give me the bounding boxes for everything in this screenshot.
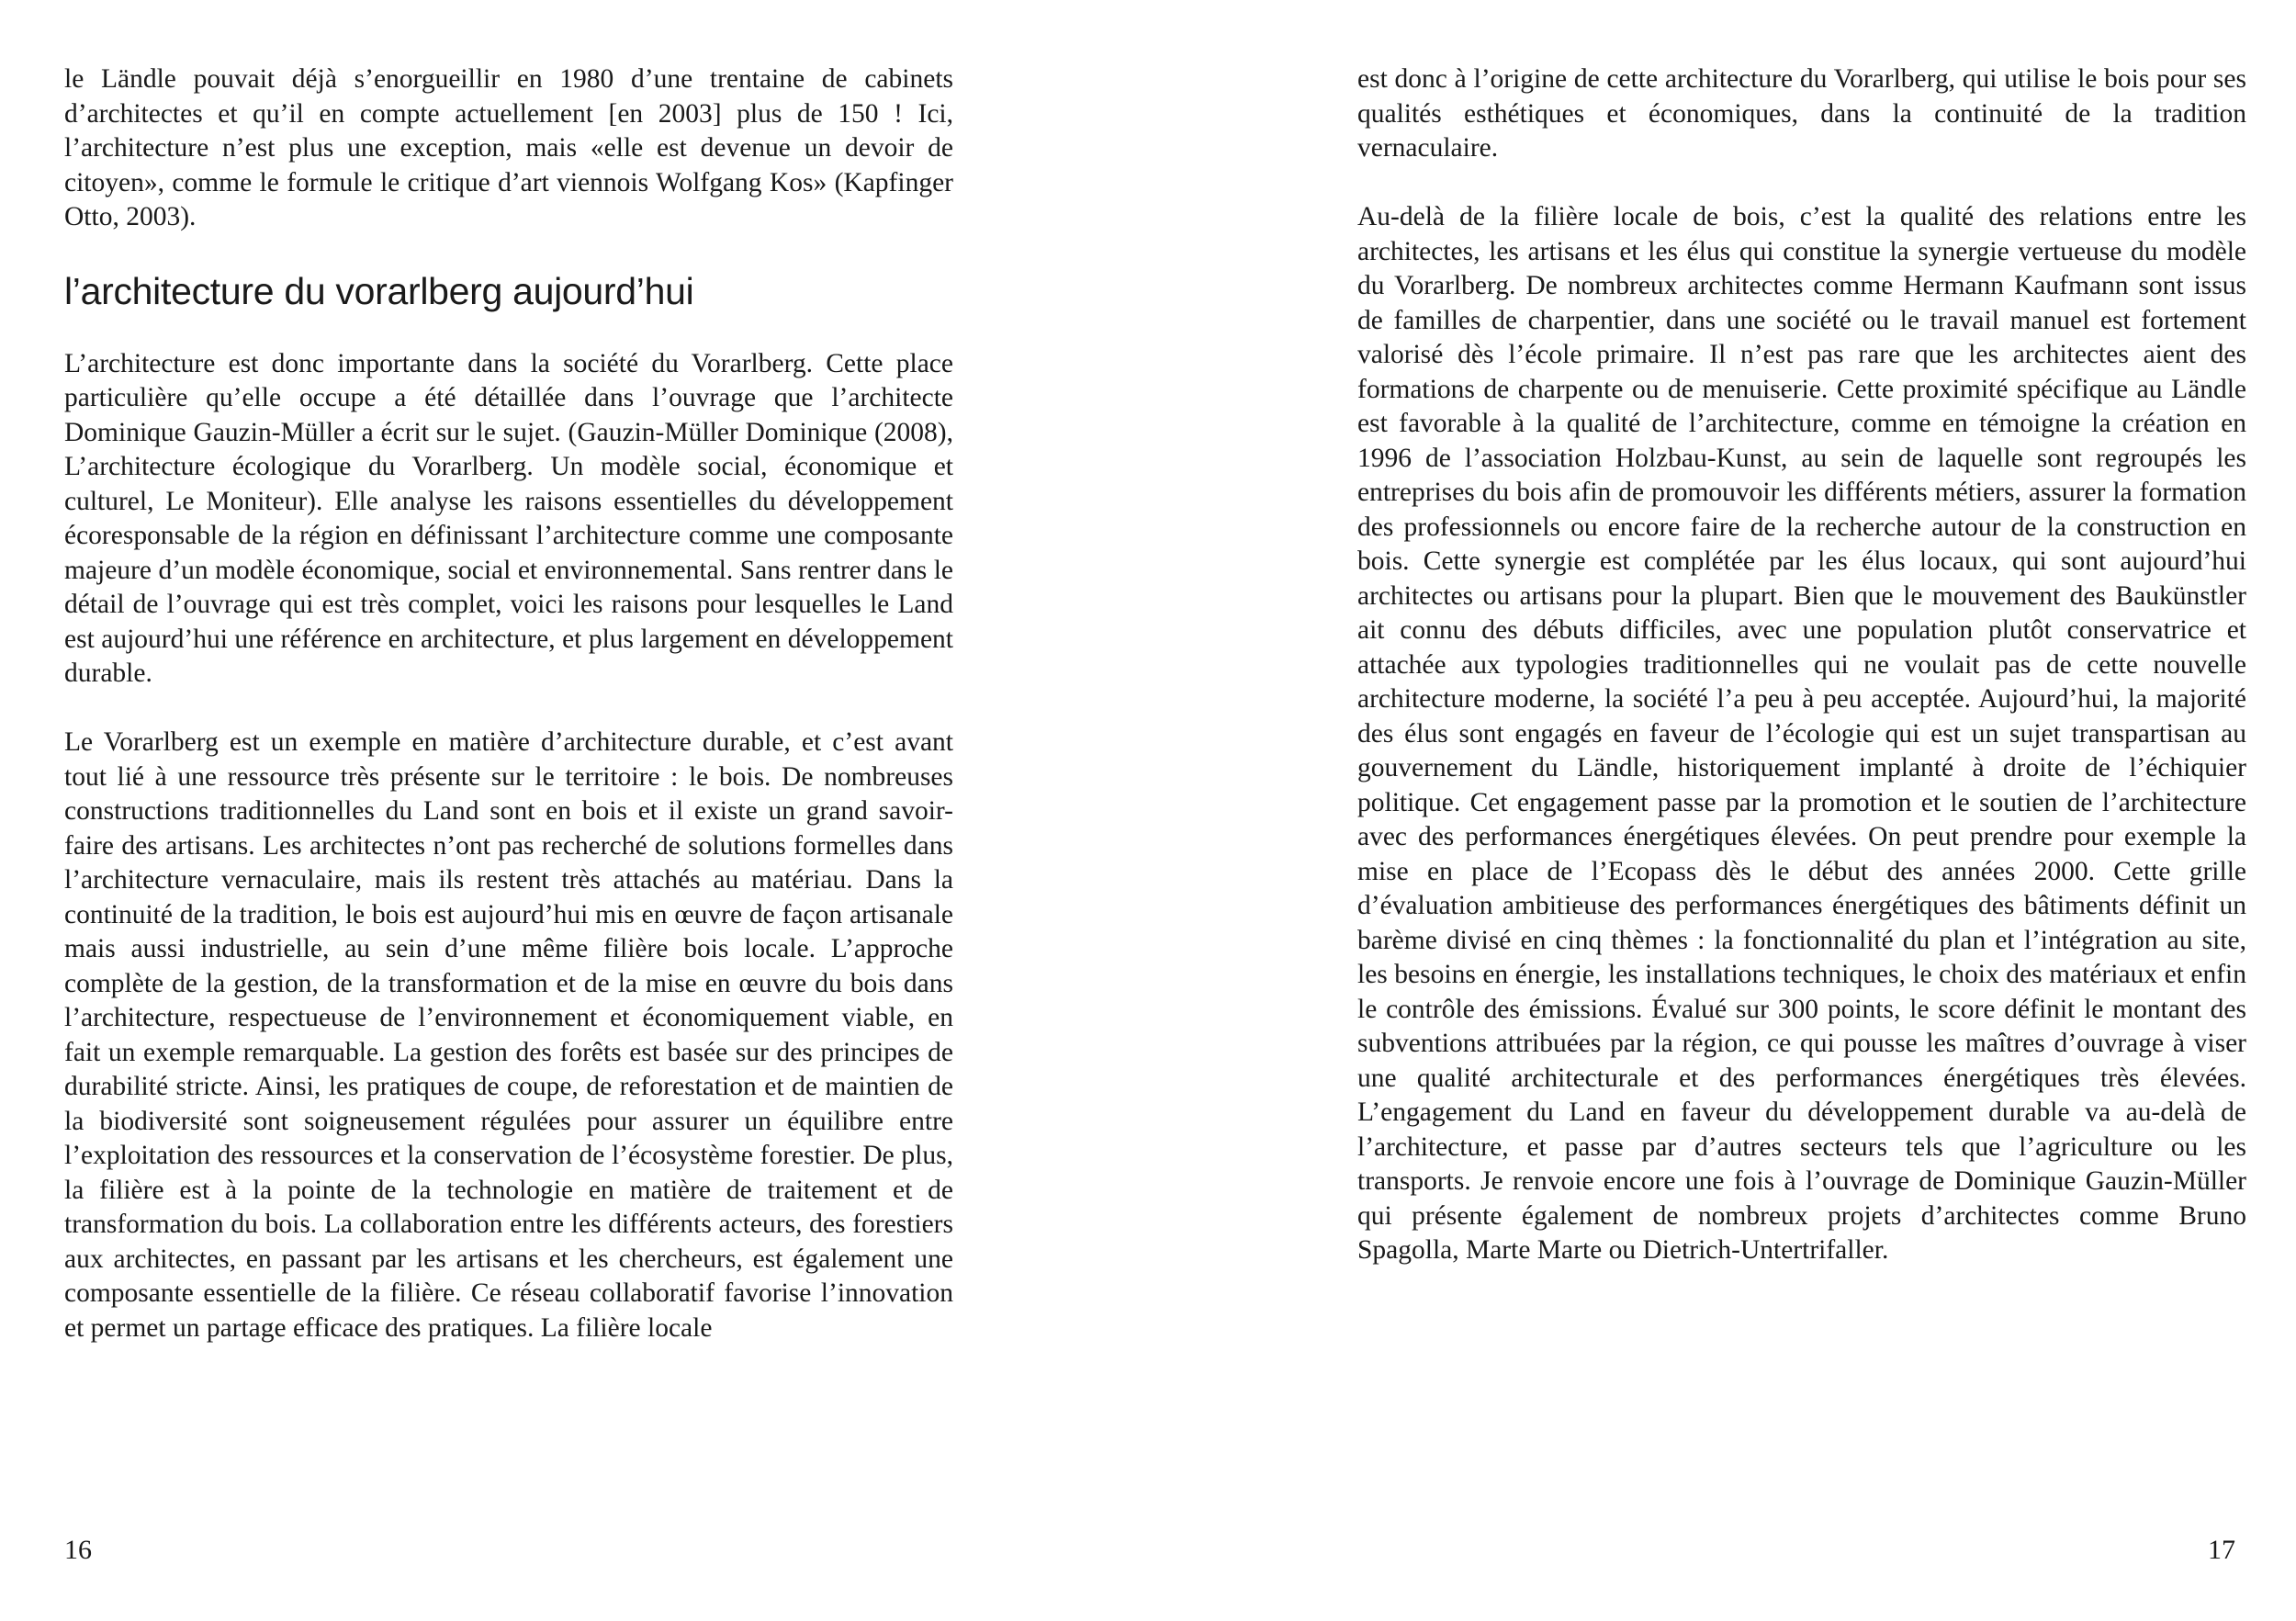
page-number-left: 16: [64, 1535, 92, 1565]
left-page-column: [64, 62, 953, 1345]
right-page-column: [1357, 62, 2246, 1268]
left-paragraph-2: Le Vorarlberg est un exemple en matière d’architecture durable, et c’est avant tout lié à une ressource très présente sur le territoire : le bois. De nombreuses constructions traditionnelles du Land sont en bois et il existe un grand savoir-faire des artisans. Les architectes n’ont pas recherché de solutions formelles dans l’architecture vernaculaire, mais ils restent très attachés au matériau. Dans la continuité de la tradition, le bois est aujourd’hui mis en œuvre de façon artisanale mais aussi industrielle, au sein d’une même filière bois locale. L’approche complète de la gestion, de la transformation et de la mise en œuvre du bois dans l’architecture, respectueuse de l’environnement et économiquement viable, en fait un exemple remarquable. La gestion des forêts est basée sur des principes de durabilité stricte. Ainsi, les pratiques de coupe, de reforestation et de maintien de la biodiversité sont soigneusement régulées pour assurer un équilibre entre l’exploitation des ressources et la conservation de l’écosystème forestier. De plus, la filière est à la pointe de la technologie en matière de traitement et de transformation du bois. La collaboration entre les différents acteurs, des forestiers aux architectes, en passant par les artisans et les chercheurs, est également une composante essentielle de la filière. Ce réseau collaboratif favorise l’innovation et permet un partage efficace des pratiques. La filière locale: [64, 727, 953, 1343]
left-paragraph-1: L’architecture est donc importante dans la société du Vorarlberg. Cette place particulière qu’elle occupe a été détaillée dans l’ouvrage que l’architecte Dominique Gauzin-Müller a écrit sur le sujet. (Gauzin-Müller Dominique (2008), L’architecture écologique du Vorarlberg. Un modèle social, économique et culturel, Le Moniteur). Elle analyse les raisons essentielles du développement écoresponsable de la région en définissant l’architecture comme une composante majeure d’un modèle économique, social et environnemental. Sans rentrer dans le détail de l’ouvrage qui est très complet, voici les raisons pour lesquelles le Land est aujourd’hui une référence en architecture, et plus largement en développement durable.: [64, 348, 953, 688]
right-paragraph-2: Au-delà de la filière locale de bois, c’est la qualité des relations entre les architectes, les artisans et les élus qui constitue la synergie vertueuse du modèle du Vorarlberg. De nombreux architectes comme Hermann Kaufmann sont issus de familles de charpentier, dans une société ou le travail manuel est fortement valorisé dès l’école primaire. Il n’est pas rare que les architectes aient des formations de charpente ou de menuiserie. Cette proximité spécifique au Ländle est favorable à la qualité de l’architecture, comme en témoigne la création en 1996 de l’association Holzbau-Kunst, au sein de laquelle sont regroupés les entreprises du bois afin de promouvoir les différents métiers, assurer la formation des professionnels ou encore faire de la recherche autour de la construction en bois. Cette synergie est complétée par les élus locaux, qui sont aujourd’hui architectes ou artisans pour la plupart. Bien que le mouvement des Baukünstler ait connu des débuts difficiles, avec une population plutôt conservatrice et attachée aux typologies traditionnelles qui ne voulait pas de cette nouvelle architecture moderne, la société l’a peu à peu acceptée. Aujourd’hui, la majorité des élus sont engagés en faveur de l’écologie qui est un sujet transpartisan au gouvernement du Ländle, historiquement implanté à droite de l’échiquier politique. Cet engagement passe par la promotion et le soutien de l’architecture avec des performances énergétiques élevées. On peut prendre pour exemple la mise en place de l’Ecopass dès le début des années 2000. Cette grille d’évaluation ambitieuse des performances énergétiques des bâtiments définit un barème divisé en cinq thèmes : la fonctionnalité du plan et l’intégration au site, les besoins en énergie, les installations techniques, le choix des matériaux et enfin le contrôle des émissions. Évalué sur 300 points, le score définit le montant des subventions attribuées par la région, ce qui pousse les maîtres d’ouvrage à viser une qualité architecturale et des performances énergétiques très élevées. L’engagement du Land en faveur du développement durable va au-delà de l’architecture, et passe par d’autres secteurs tels que l’agriculture ou les transports. Je renvoie encore une fois à l’ouvrage de Dominique Gauzin-Müller qui présente également de nombreux projets d’architectes comme Bruno Spagolla, Marte Marte ou Dietrich-Untertrifaller.: [1357, 202, 2246, 1265]
left-intro-paragraph: le Ländle pouvait déjà s’enorgueillir en 1980 d’une trentaine de cabinets d’architectes et qu’il en compte actuellement [en 2003] plus de 150 ! Ici, l’architecture n’est plus une exception, mais «elle est devenue un devoir de citoyen», comme le formule le critique d’art viennois Wolfgang Kos» (Kapfinger Otto, 2003).: [64, 64, 953, 231]
section-heading: l’architecture du vorarlberg aujourd’hui: [64, 269, 694, 312]
page-number-right: 17: [2208, 1535, 2235, 1565]
right-paragraph-1: est donc à l’origine de cette architecture du Vorarlberg, qui utilise le bois pour ses qualités esthétiques et économiques, dans la continuité de la tradition vernaculaire.: [1357, 64, 2246, 163]
